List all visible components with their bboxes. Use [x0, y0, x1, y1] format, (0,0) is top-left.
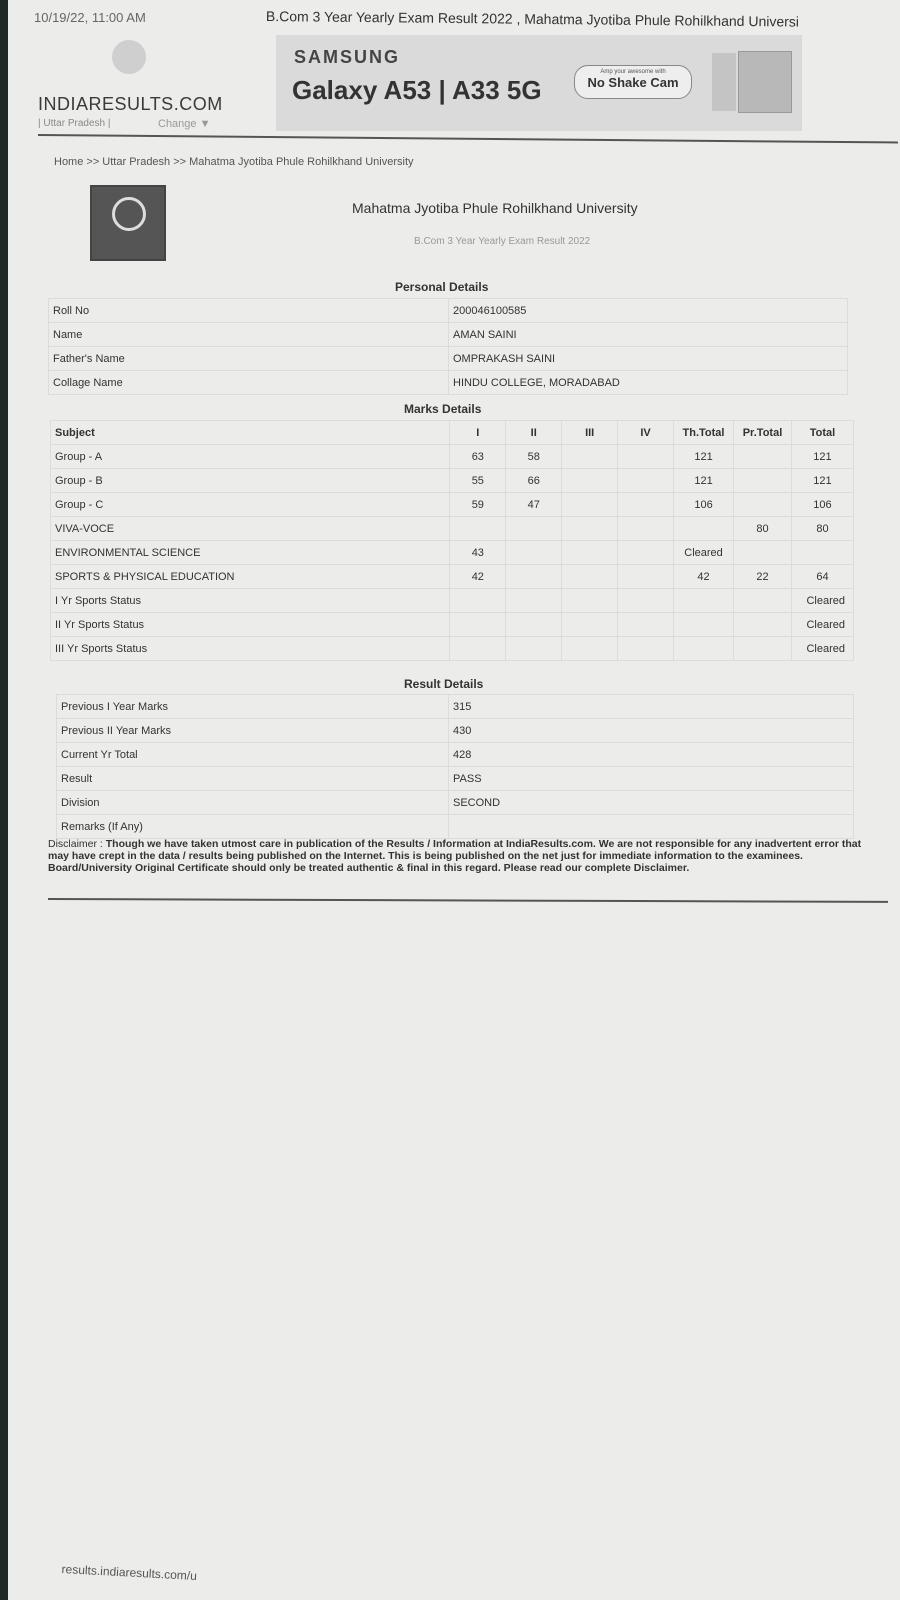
result-details-table — [56, 694, 854, 839]
marks-cell-pr — [734, 469, 792, 493]
result-value: 430 — [449, 719, 854, 743]
personal-row — [49, 347, 848, 371]
marks-cell-subject: Group - B — [51, 469, 450, 493]
marks-column-header: I — [450, 421, 506, 445]
marks-cell-subject: III Yr Sports Status — [51, 637, 450, 661]
marks-cell-pr: 22 — [734, 565, 792, 589]
print-date: 10/19/22, 11:00 AM — [34, 10, 146, 25]
marks-cell-iv — [618, 517, 674, 541]
marks-row — [51, 445, 854, 469]
region-label: | Uttar Pradesh | — [38, 118, 111, 129]
result-details-heading: Result Details — [404, 677, 484, 691]
marks-column-header: Pr.Total — [734, 421, 792, 445]
marks-cell-ii — [506, 637, 562, 661]
marks-cell-iii — [562, 469, 618, 493]
marks-cell-iii — [562, 541, 618, 565]
marks-cell-iv — [618, 445, 674, 469]
breadcrumb[interactable]: Home >> Uttar Pradesh >> Mahatma Jyotiba Phule Rohilkhand University — [54, 156, 414, 168]
personal-details-heading: Personal Details — [395, 280, 489, 294]
marks-cell-ii — [506, 589, 562, 613]
marks-cell-i: 55 — [450, 469, 506, 493]
ad-brand: SAMSUNG — [294, 47, 401, 67]
ad-feature-badge — [574, 65, 692, 99]
marks-cell-ii: 47 — [506, 493, 562, 517]
marks-row — [51, 613, 854, 637]
marks-cell-th — [674, 589, 734, 613]
result-label: Remarks (If Any) — [57, 815, 449, 839]
marks-cell-th: 106 — [674, 493, 734, 517]
marks-cell-i: 63 — [450, 445, 506, 469]
header-divider — [38, 134, 898, 144]
disclaimer-lead: Disclaimer : — [48, 838, 103, 850]
marks-row — [51, 469, 854, 493]
marks-cell-iv — [618, 613, 674, 637]
personal-label: Name — [49, 323, 449, 347]
marks-cell-i — [450, 637, 506, 661]
site-logo-icon — [112, 40, 146, 74]
marks-cell-total: 121 — [791, 445, 853, 469]
marks-cell-iii — [562, 589, 618, 613]
marks-cell-th: 121 — [674, 469, 734, 493]
personal-row — [49, 371, 848, 395]
marks-row — [51, 493, 854, 517]
result-value: 315 — [449, 695, 854, 719]
marks-row — [51, 541, 854, 565]
marks-cell-iii — [562, 517, 618, 541]
marks-cell-i: 42 — [450, 565, 506, 589]
result-row — [57, 767, 854, 791]
marks-cell-pr: 80 — [734, 517, 792, 541]
marks-cell-th: 121 — [674, 445, 734, 469]
marks-column-header: Th.Total — [674, 421, 734, 445]
marks-cell-pr — [734, 445, 792, 469]
personal-row — [49, 299, 848, 323]
marks-column-header: IV — [618, 421, 674, 445]
marks-cell-iii — [562, 445, 618, 469]
marks-cell-th: 42 — [674, 565, 734, 589]
personal-value: 200046100585 — [449, 299, 848, 323]
marks-cell-total: 80 — [791, 517, 853, 541]
marks-cell-total: Cleared — [791, 637, 853, 661]
result-row — [57, 815, 854, 839]
marks-cell-subject: SPORTS & PHYSICAL EDUCATION — [51, 565, 450, 589]
marks-cell-pr — [734, 493, 792, 517]
result-label: Current Yr Total — [57, 743, 449, 767]
marks-cell-subject: Group - C — [51, 493, 450, 517]
marks-cell-ii: 58 — [506, 445, 562, 469]
marks-cell-total: Cleared — [791, 613, 853, 637]
result-value — [449, 815, 854, 839]
marks-cell-iii — [562, 565, 618, 589]
marks-cell-subject: VIVA-VOCE — [51, 517, 450, 541]
marks-cell-iv — [618, 589, 674, 613]
university-crest — [90, 185, 166, 261]
marks-cell-iii — [562, 493, 618, 517]
result-row — [57, 719, 854, 743]
marks-cell-ii — [506, 613, 562, 637]
personal-label: Collage Name — [49, 371, 449, 395]
advertisement-banner[interactable] — [276, 35, 802, 131]
marks-column-header: Subject — [51, 421, 450, 445]
marks-row — [51, 565, 854, 589]
result-value: SECOND — [449, 791, 854, 815]
site-logo[interactable]: INDIARESULTS.COM — [38, 94, 223, 114]
marks-cell-total: 121 — [791, 469, 853, 493]
marks-cell-subject: II Yr Sports Status — [51, 613, 450, 637]
marks-cell-iv — [618, 541, 674, 565]
marks-cell-i — [450, 589, 506, 613]
marks-row — [51, 637, 854, 661]
marks-cell-subject: I Yr Sports Status — [51, 589, 450, 613]
personal-label: Roll No — [49, 299, 449, 323]
marks-cell-iii — [562, 637, 618, 661]
marks-cell-iv — [618, 565, 674, 589]
result-label: Previous II Year Marks — [57, 719, 449, 743]
result-label: Division — [57, 791, 449, 815]
marks-cell-ii: 66 — [506, 469, 562, 493]
marks-details-heading: Marks Details — [404, 402, 482, 416]
marks-cell-pr — [734, 613, 792, 637]
marks-cell-ii — [506, 541, 562, 565]
marks-cell-subject: Group - A — [51, 445, 450, 469]
marks-cell-i: 59 — [450, 493, 506, 517]
print-title: B.Com 3 Year Yearly Exam Result 2022 , Mahatma Jyotiba Phule Rohilkhand Universi — [265, 8, 800, 30]
marks-column-header: III — [562, 421, 618, 445]
marks-cell-pr — [734, 637, 792, 661]
personal-value: HINDU COLLEGE, MORADABAD — [449, 371, 848, 395]
phone-image — [738, 51, 792, 113]
result-row — [57, 743, 854, 767]
result-row — [57, 695, 854, 719]
marks-cell-subject: ENVIRONMENTAL SCIENCE — [51, 541, 450, 565]
marks-cell-total — [791, 541, 853, 565]
exam-title: B.Com 3 Year Yearly Exam Result 2022 — [414, 236, 591, 247]
printed-page — [8, 0, 900, 1600]
marks-cell-total: 64 — [791, 565, 853, 589]
university-name: Mahatma Jyotiba Phule Rohilkhand University — [352, 200, 638, 216]
ad-tagline: Amp your awesome with — [600, 69, 666, 75]
crest-wheel-icon — [112, 197, 146, 231]
marks-cell-ii — [506, 565, 562, 589]
change-region-link[interactable]: Change ▼ — [158, 118, 211, 130]
marks-cell-th — [674, 637, 734, 661]
result-row — [57, 791, 854, 815]
personal-details-table — [48, 298, 848, 395]
marks-cell-th — [674, 517, 734, 541]
marks-header-row — [51, 421, 854, 445]
footer-divider — [48, 898, 888, 903]
personal-label: Father's Name — [49, 347, 449, 371]
result-label: Previous I Year Marks — [57, 695, 449, 719]
marks-cell-iii — [562, 613, 618, 637]
marks-cell-total: Cleared — [791, 589, 853, 613]
phone-image-small — [712, 53, 736, 111]
marks-cell-pr — [734, 541, 792, 565]
personal-value: OMPRAKASH SAINI — [449, 347, 848, 371]
marks-column-header: Total — [791, 421, 853, 445]
marks-details-table — [50, 420, 854, 661]
personal-row — [49, 323, 848, 347]
marks-row — [51, 517, 854, 541]
marks-cell-iv — [618, 493, 674, 517]
marks-cell-th: Cleared — [674, 541, 734, 565]
marks-cell-ii — [506, 517, 562, 541]
marks-cell-i — [450, 613, 506, 637]
marks-column-header: II — [506, 421, 562, 445]
marks-cell-iv — [618, 637, 674, 661]
disclaimer-text: Though we have taken utmost care in publication of the Results / Information at IndiaResults.com. We are not responsible for any inadvertent error that may have crept in the data / results being published on the Internet. This is being published on the net just for immediate information to the examinees. Board/University Original Certificate should only be treated authentic & final in this regard. Please read our complete Disclaimer. — [48, 838, 862, 874]
result-label: Result — [57, 767, 449, 791]
personal-value: AMAN SAINI — [449, 323, 848, 347]
marks-cell-i — [450, 517, 506, 541]
footer-url: results.indiaresults.com/u — [61, 1562, 198, 1584]
marks-cell-iv — [618, 469, 674, 493]
ad-feature: No Shake Cam — [587, 75, 679, 90]
marks-cell-total: 106 — [791, 493, 853, 517]
marks-cell-th — [674, 613, 734, 637]
ad-model: Galaxy A53 | A33 5G — [292, 75, 542, 105]
disclaimer — [48, 838, 870, 874]
marks-cell-i: 43 — [450, 541, 506, 565]
result-value: PASS — [449, 767, 854, 791]
marks-cell-pr — [734, 589, 792, 613]
marks-row — [51, 589, 854, 613]
result-value: 428 — [449, 743, 854, 767]
